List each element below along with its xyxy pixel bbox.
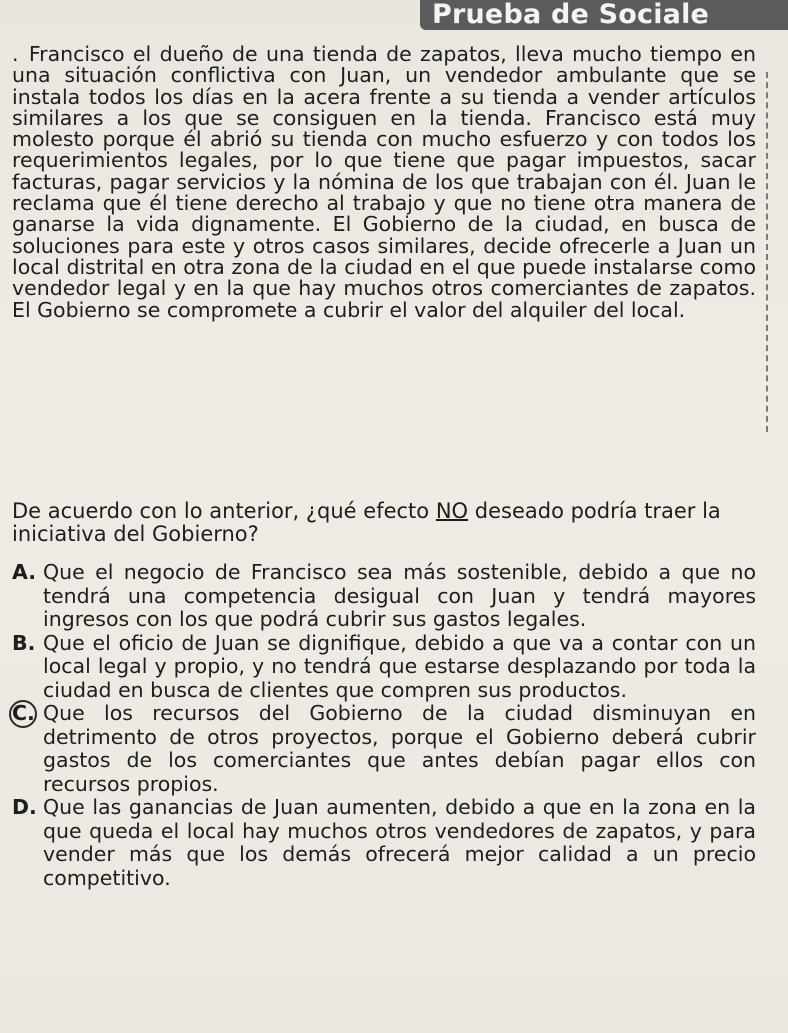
- option-text: Que las ganancias de Juan aumenten, debido a que en la zona en la que queda el local hay muchos otros vendedores de zapatos, y para vender más que los demás ofrecerá mejor calidad a un precio competitivo.: [43, 795, 756, 890]
- reading-passage: . Francisco el dueño de una tienda de zapatos, lleva mucho tiempo en una situación conflictiva con Juan, un vendedor ambulante que se instala todos los días en la acera frente a su tienda a vender artículos similares a los que se consiguen en la tienda. Francisco está muy molesto porque él abrió su tienda con mucho esfuerzo y con todos los requerimientos legales, por lo que tiene que pagar impuestos, sacar facturas, pagar servicios y la nómina de los que trabajan con él. Juan le reclama que él tiene derecho al trabajo y que no tiene otra manera de ganarse la vida dignamente. El Gobierno de la ciudad, en busca de soluciones para este y otros casos similares, decide ofrecerle a Juan un local distrital en otra zona de la ciudad en el que puede instalarse como vendedor legal y en la que hay muchos otros comerciantes de zapatos. El Gobierno se compromete a cubrir el valor del alquiler del local.: [12, 42, 756, 322]
- option-text: Que el oficio de Juan se dignifique, debido a que va a contar con un local legal y propio, y no tendrá que estarse desplazando por toda la ciudad en busca de clientes que compren sus productos.: [43, 630, 756, 702]
- margin-divider: [766, 72, 768, 432]
- question-text-before: De acuerdo con lo anterior, ¿qué efecto: [12, 499, 436, 523]
- question-text-after: deseado podría traer la iniciativa del Gobierno?: [12, 499, 721, 546]
- answer-options: [12, 561, 756, 890]
- option-letter: C.: [12, 701, 35, 725]
- option-text: Que los recursos del Gobierno de la ciudad disminuyan en detrimento de otros proyectos, porque el Gobierno deberá cubrir gastos de los comerciantes que antes debían pagar ellos con recursos propios.: [43, 701, 756, 796]
- option-letter: D.: [12, 795, 37, 819]
- option-text: Que el negocio de Francisco sea más sostenible, debido a que no tendrá una competencia desigual con Juan y tendrá mayores ingresos con los que podrá cubrir sus gastos legales.: [43, 560, 756, 631]
- question-emphasis: NO: [435, 499, 469, 523]
- question-stem: [12, 500, 756, 546]
- option-c[interactable]: [12, 702, 756, 796]
- option-a[interactable]: [12, 561, 756, 632]
- option-d[interactable]: [12, 796, 756, 890]
- passage-text: Francisco el dueño de una tienda de zapatos, lleva mucho tiempo en una situación conflictiva con Juan, un vendedor ambulante que se instala todos los días en la acera frente a su tienda a vender artículos similares a los que se consiguen en la tienda. Francisco está muy molesto porque él abrió su tienda con mucho esfuerzo y con todos los requerimientos legales, por lo que tiene que pagar impuestos, sacar facturas, pagar servicios y la nómina de los que trabajan con él. Juan le reclama que él tiene derecho al trabajo y que no tiene otra manera de ganarse la vida dignamente. El Gobierno de la ciudad, en busca de soluciones para este y otros casos similares, decide ofrecerle a Juan un local distrital en otra zona de la ciudad en el que puede instalarse como vendedor legal y en la que hay muchos otros comerciantes de zapatos. El Gobierno se compromete a cubrir el valor del alquiler del local.: [12, 42, 756, 322]
- option-letter: A.: [12, 560, 37, 584]
- option-letter: B.: [12, 630, 36, 655]
- page-title: Prueba de Sociale: [432, 0, 710, 30]
- option-b[interactable]: [12, 632, 756, 703]
